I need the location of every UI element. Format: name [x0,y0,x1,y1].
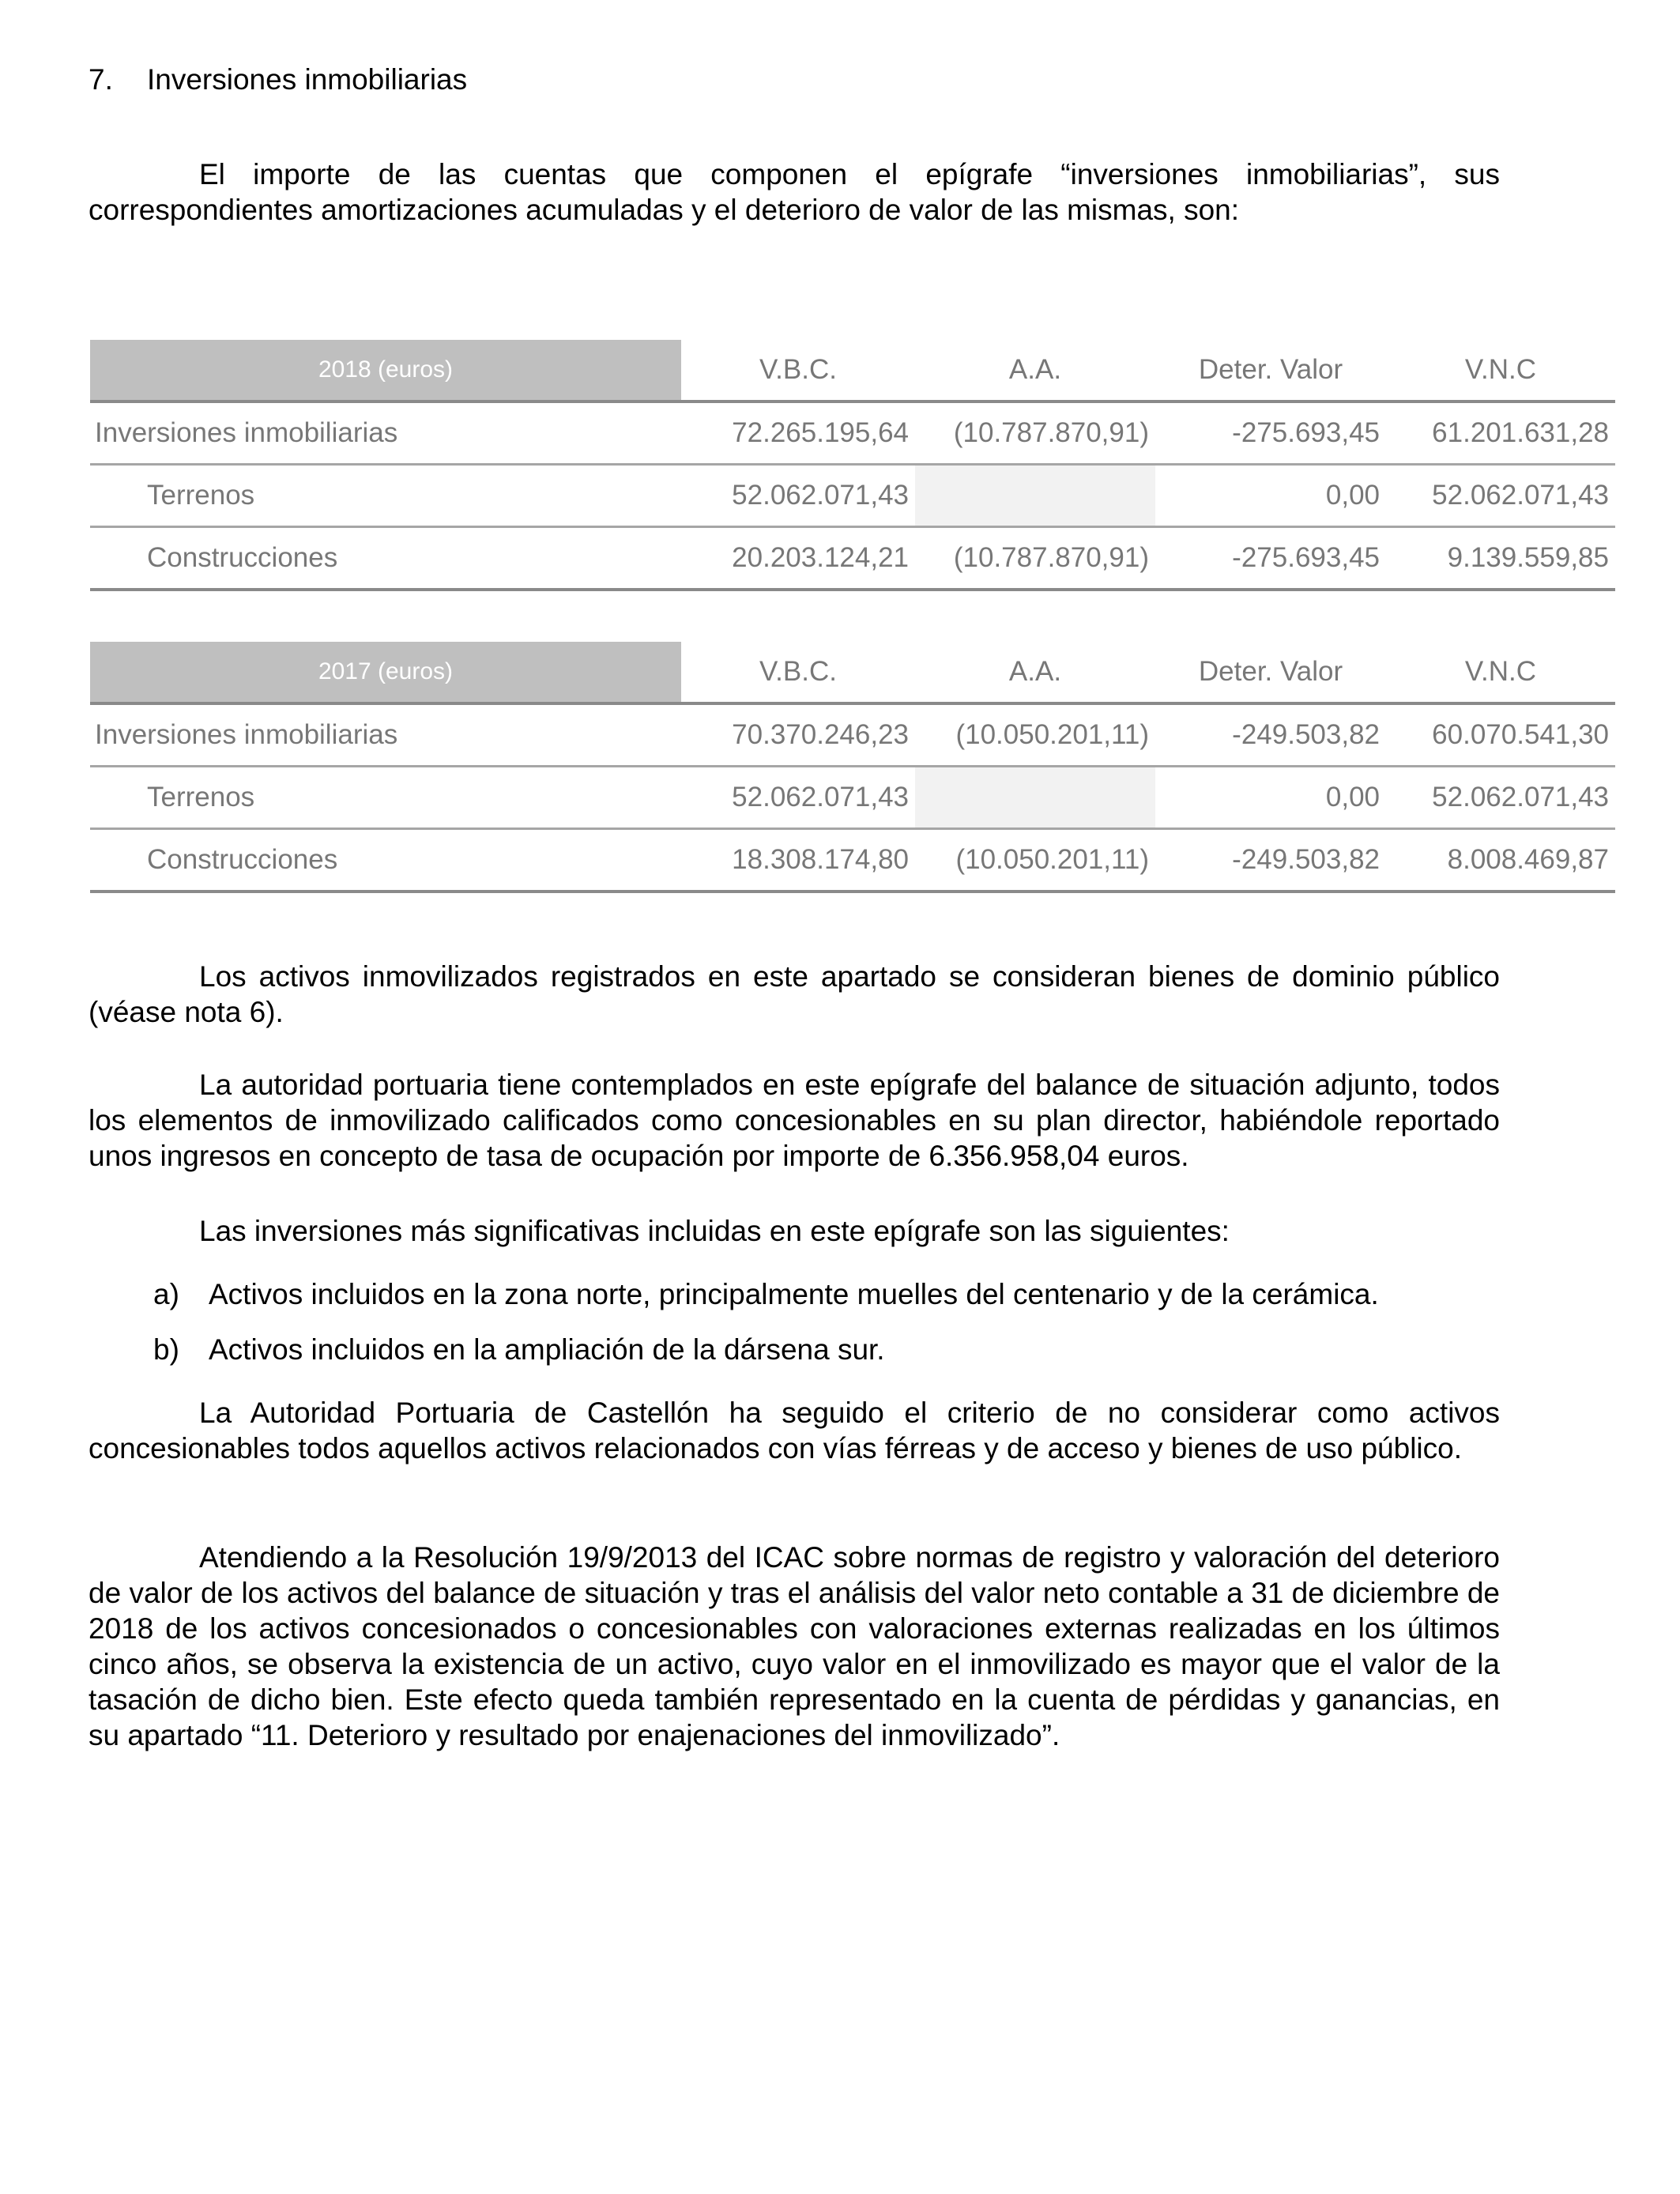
intro-paragraph: El importe de las cuentas que componen el epígrafe “inversiones inmobiliarias”, sus correspondientes amortizaciones acumuladas y el deterioro de valor de las mismas, son: [89,158,1500,226]
year-label: 2018 (euros) [90,340,681,401]
aa-value [915,767,1155,829]
list-text: Activos incluidos en la ampliación de la dársena sur. [209,1333,885,1366]
body-paragraph: Los activos inmovilizados registrados en este apartado se consideran bienes de dominio público (véase nota 6). [89,960,1500,1028]
section-heading [89,63,467,96]
aa-value: (10.050.201,11) [955,719,1149,750]
table-row [90,703,1615,767]
body-paragraph: La Autoridad Portuaria de Castellón ha seguido el criterio de no considerar como activos concesionables todos aquellos activos relacionados con vías férreas y de acceso y bienes de uso público. [89,1397,1500,1465]
vnc-value: 61.201.631,28 [1432,417,1609,448]
row-label: Terrenos [147,480,255,511]
vbc-value: 18.308.174,80 [732,844,909,875]
deter-value: -249.503,82 [1232,719,1380,750]
deter-value: -275.693,45 [1232,542,1380,573]
deter-value: 0,00 [1325,480,1380,511]
table-row [90,767,1615,829]
table-row [90,829,1615,892]
vbc-value: 52.062.071,43 [732,782,909,812]
deter-value: -249.503,82 [1232,844,1380,875]
deter-value: 0,00 [1325,782,1380,812]
deter-value: -275.693,45 [1232,417,1380,448]
aa-value: (10.787.870,91) [953,417,1149,448]
vbc-value: 70.370.246,23 [732,719,909,750]
list-text: Activos incluidos en la zona norte, principalmente muelles del centenario y de la cerámica. [209,1278,1379,1310]
table-header-row [90,642,1615,703]
row-label: Construcciones [147,844,338,875]
vnc-value: 52.062.071,43 [1432,480,1609,511]
year-label: 2017 (euros) [90,642,681,703]
row-label: Inversiones inmobiliarias [95,417,398,448]
vnc-value: 8.008.469,87 [1447,844,1609,875]
col-aa: A.A. [1008,656,1062,687]
aa-value [915,465,1155,527]
table-row [90,401,1615,465]
list-marker: a) [153,1278,179,1310]
col-vnc: V.N.C [1464,354,1537,385]
col-vbc: V.B.C. [759,656,837,687]
col-deter-valor: Deter. Valor [1198,354,1343,385]
vnc-value: 9.139.559,85 [1447,542,1609,573]
col-aa: A.A. [1008,354,1062,385]
vbc-value: 52.062.071,43 [732,480,909,511]
vnc-value: 52.062.071,43 [1432,782,1609,812]
table-2018 [90,340,1615,591]
body-paragraph: Las inversiones más significativas incluidas en este epígrafe son las siguientes: [199,1215,1230,1247]
table-2017 [90,642,1615,893]
col-vbc: V.B.C. [759,354,837,385]
section-number: 7. [89,63,113,96]
list-marker: b) [153,1333,179,1366]
section-title: Inversiones inmobiliarias [147,63,468,96]
table-row [90,527,1615,590]
col-vnc: V.N.C [1464,656,1537,687]
table-header-row [90,340,1615,401]
col-deter-valor: Deter. Valor [1198,656,1343,687]
vbc-value: 20.203.124,21 [732,542,909,573]
row-label: Terrenos [147,782,255,812]
table-row [90,465,1615,527]
vnc-value: 60.070.541,30 [1432,719,1609,750]
row-label: Construcciones [147,542,338,573]
body-paragraph: La autoridad portuaria tiene contemplados en este epígrafe del balance de situación adjunto, todos los elementos de inmovilizado calificados como concesionables en su plan director, habiéndole reportado unos ingresos en concepto de tasa de ocupación por importe de 6.356.958,04 euros. [89,1069,1500,1172]
aa-value: (10.787.870,91) [953,542,1149,573]
vbc-value: 72.265.195,64 [732,417,909,448]
body-paragraph: Atendiendo a la Resolución 19/9/2013 del ICAC sobre normas de registro y valoración del deterioro de valor de los activos del balance de situación y tras el análisis del valor neto contable a 31 de diciembre de 2018 de los activos concesionados o concesionables con valoraciones externas realizadas en los últimos cinco años, se observa la existencia de un activo, cuyo valor en el inmovilizado es mayor que el valor de la tasación de dicho bien. Este efecto queda también representado en la cuenta de pérdidas y ganancias, en su apartado “11. Deterioro y resultado por enajenaciones del inmovilizado”. [89,1541,1500,1751]
aa-value: (10.050.201,11) [955,844,1149,875]
row-label: Inversiones inmobiliarias [95,719,398,750]
